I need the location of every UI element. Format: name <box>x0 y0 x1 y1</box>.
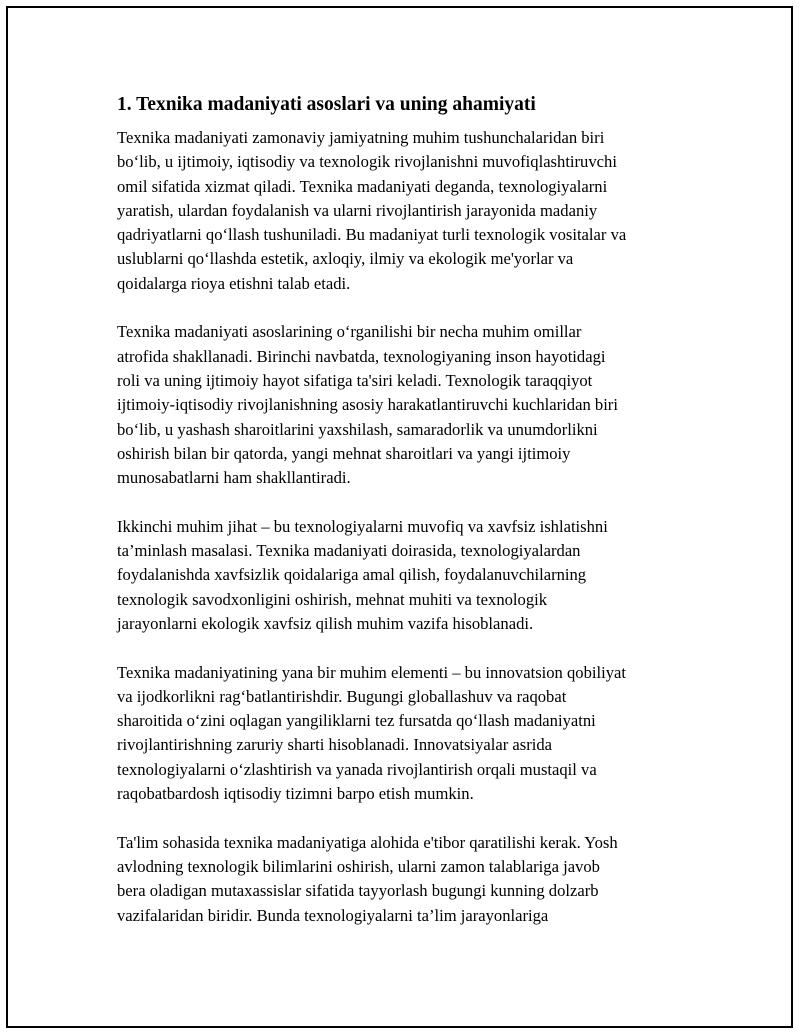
paragraph-line: roli va uning ijtimoiy hayot sifatiga ta'siri keladi. Texnologik taraqqiyot <box>117 370 593 390</box>
paragraph-line: munosabatlarni ham shakllantiradi. <box>117 468 351 488</box>
paragraph-line: Texnika madaniyatining yana bir muhim elementi – bu innovatsion qobiliyat <box>117 662 626 682</box>
paragraph <box>117 320 697 490</box>
paragraph-line: raqobatbardosh iqtisodiy tizimni barpo etish mumkin. <box>117 784 474 804</box>
paragraph-line: jarayonlarni ekologik xavfsiz qilish muhim vazifa hisoblanadi. <box>117 613 534 633</box>
paragraph <box>117 126 697 296</box>
paragraph-line: yaratish, ulardan foydalanish va ularni rivojlantirish jarayonida madaniy <box>117 200 598 220</box>
paragraph-line: Texnika madaniyati asoslarining o‘rganilishi bir necha muhim omillar <box>117 322 582 342</box>
paragraph <box>117 661 697 807</box>
paragraph-line: rivojlantirishning zaruriy sharti hisoblanadi. Innovatsiyalar asrida <box>117 735 553 755</box>
paragraph-line: foydalanishda xavfsizlik qoidalariga amal qilish, foydalanuvchilarning <box>117 565 587 585</box>
paragraph-line: avlodning texnologik bilimlarini oshirish, ularni zamon talablariga javob <box>117 856 600 876</box>
paragraph-line: vazifalaridan biridir. Bunda texnologiyalarni ta’lim jarayonlariga <box>117 905 549 925</box>
paragraph-line: va ijodkorlikni rag‘batlantirishdir. Bugungi globallashuv va raqobat <box>117 686 567 706</box>
paragraph-line: ta’minlash masalasi. Texnika madaniyati doirasida, texnologiyalardan <box>117 541 581 561</box>
paragraph-line: atrofida shakllanadi. Birinchi navbatda, texnologiyaning inson hayotidagi <box>117 346 606 366</box>
paragraph-line: texnologik savodxonligini oshirish, mehnat muhiti va texnologik <box>117 589 548 609</box>
paragraph-line: bo‘lib, u ijtimoiy, iqtisodiy va texnologik rivojlanishni muvofiqlashtiruvchi <box>117 152 617 172</box>
paragraph <box>117 515 697 636</box>
paragraph-line: omil sifatida xizmat qiladi. Texnika madaniyati deganda, texnologiyalarni <box>117 176 608 196</box>
paragraph-line: qoidalarga rioya etishni talab etadi. <box>117 273 351 293</box>
paragraph-list <box>117 126 697 928</box>
paragraph <box>117 831 697 928</box>
paragraph-line: qadriyatlarni qo‘llash tushuniladi. Bu madaniyat turli texnologik vositalar va <box>117 225 627 245</box>
paragraph-line: bera oladigan mutaxassislar sifatida tayyorlash bugungi kunning dolzarb <box>117 881 599 901</box>
paragraph-line: texnologiyalarni o‘zlashtirish va yanada rivojlantirish orqali mustaqil va <box>117 759 597 779</box>
paragraph-line: uslublarni qo‘llashda estetik, axloqiy, ilmiy va ekologik me'yorlar va <box>117 249 574 269</box>
paragraph-line: Texnika madaniyati zamonaviy jamiyatning muhim tushunchalaridan biri <box>117 128 605 147</box>
paragraph-line: Ikkinchi muhim jihat – bu texnologiyalarni muvofiq va xavfsiz ishlatishni <box>117 516 608 536</box>
paragraph-line: bo‘lib, u yashash sharoitlarini yaxshilash, samaradorlik va unumdorlikni <box>117 419 598 439</box>
paragraph-line: sharoitida o‘zini oqlagan yangiliklarni tez fursatda qo‘llash madaniyatni <box>117 711 596 731</box>
document-body <box>117 92 697 952</box>
paragraph-line: oshirish bilan bir qatorda, yangi mehnat sharoitlari va yangi ijtimoiy <box>117 443 571 463</box>
section-heading: 1. Texnika madaniyati asoslari va uning ahamiyati <box>117 94 536 115</box>
paragraph-line: ijtimoiy-iqtisodiy rivojlanishning asosiy harakatlantiruvchi kuchlaridan biri <box>117 395 618 415</box>
paragraph-line: Ta'lim sohasida texnika madaniyatiga alohida e'tibor qaratilishi kerak. Yosh <box>117 832 618 852</box>
